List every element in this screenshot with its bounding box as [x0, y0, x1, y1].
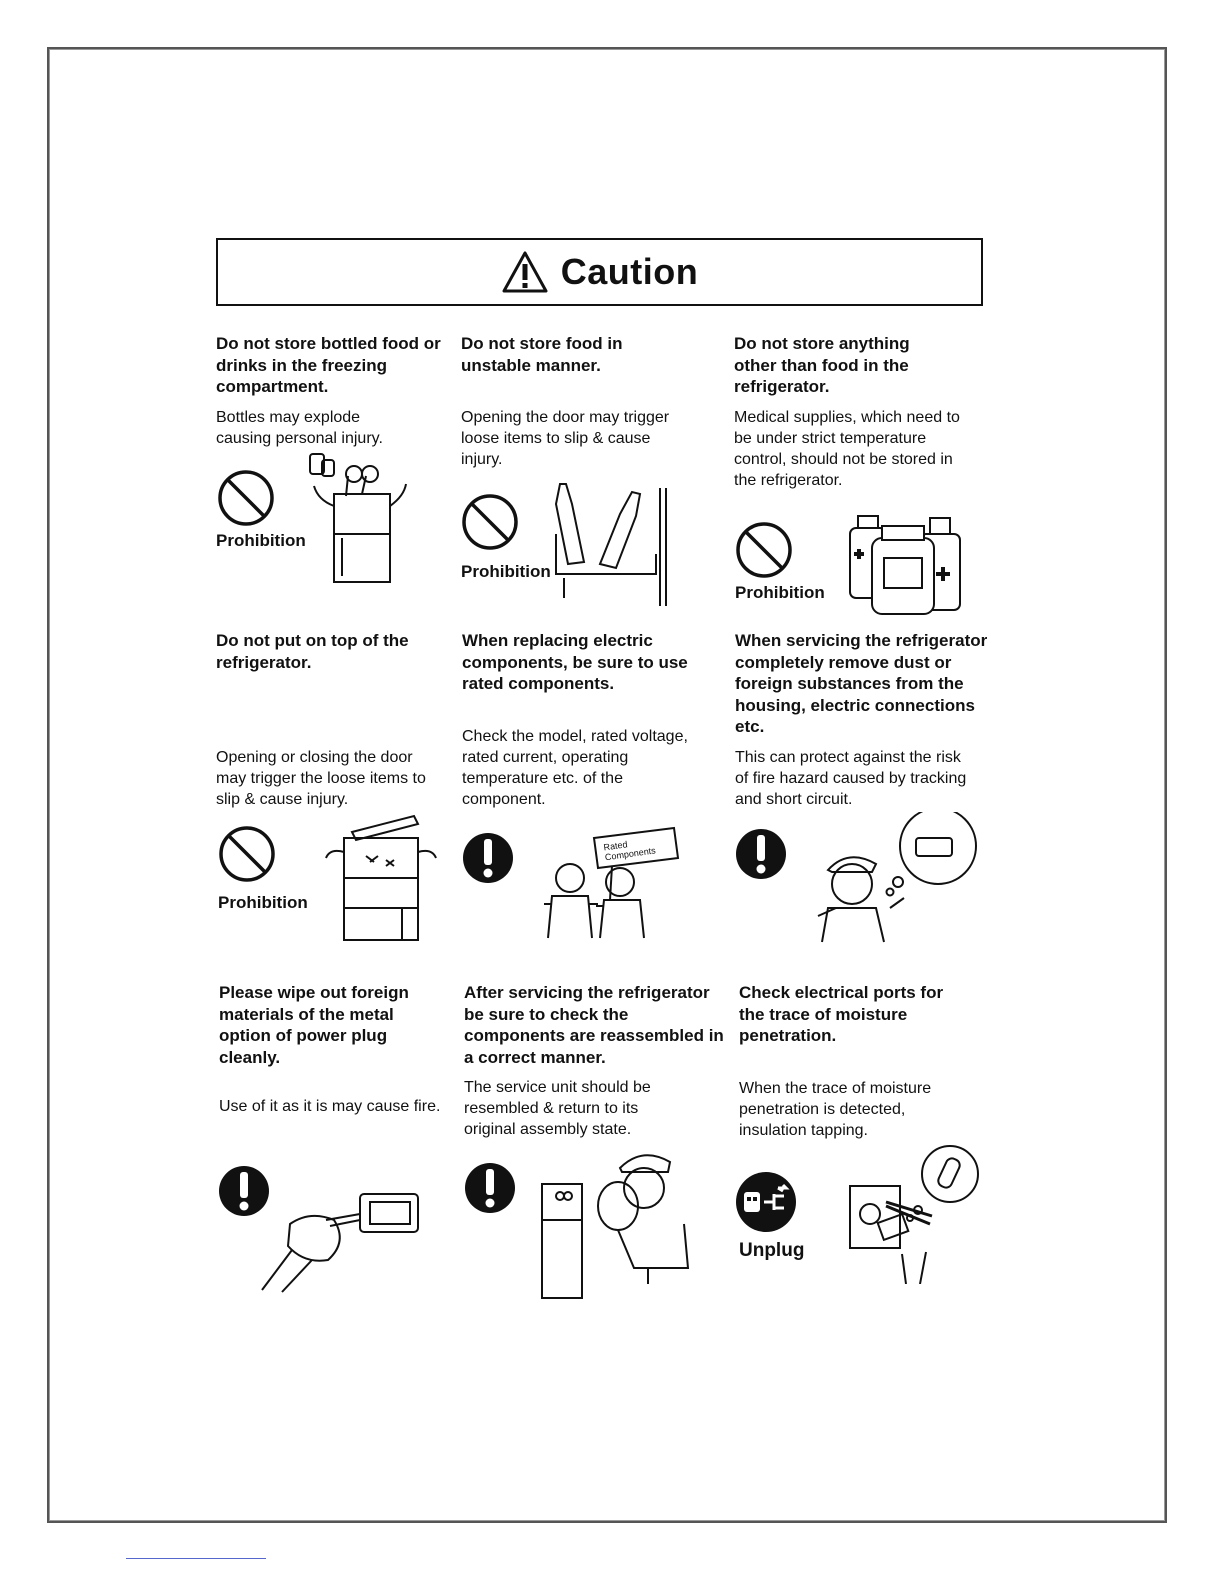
prohibition-icon	[460, 492, 520, 552]
item-heading: Please wipe out foreign materials of the metal option of power plug cleanly.	[219, 983, 409, 1067]
item-heading: Do not store bottled food or drinks in the freezing compartment.	[216, 334, 441, 396]
prohibition-label: Prohibition	[461, 562, 551, 581]
prohibition-label: Prohibition	[218, 893, 308, 912]
caution-item-5	[462, 630, 702, 810]
medicine-bottles-illustration	[844, 498, 966, 616]
rated-components-illustration	[540, 826, 680, 940]
item-body: Use of it as it is may cause fire.	[219, 1098, 441, 1115]
item-heading: Do not store anything other than food in the refrigerator.	[734, 334, 910, 396]
item-body: Opening or closing the door may trigger the loose items to slip & cause injury.	[216, 749, 426, 808]
item-body: When the trace of moisture penetration is detected, insulation tapping.	[739, 1079, 932, 1139]
caution-title: Caution	[560, 251, 699, 292]
caution-item-8	[464, 982, 724, 1140]
wiping-plug-illustration	[256, 1190, 428, 1294]
item-body: This can protect against the risk of fire hazard caused by tracking and short circuit.	[735, 748, 967, 808]
fridge-bottles-illustration	[296, 446, 416, 586]
caution-item-7	[219, 982, 459, 1117]
item-heading: Check electrical ports for the trace of moisture penetration.	[739, 983, 944, 1045]
item-heading: After servicing the refrigerator be sure to check the components are reassembled in a correct manner.	[464, 983, 724, 1067]
caution-item-2	[461, 333, 701, 470]
prohibition-icon	[216, 468, 276, 528]
caution-item-4	[216, 630, 456, 810]
prohibition-icon	[734, 520, 794, 580]
caution-item-1	[216, 333, 456, 449]
rated-components-sign-text: Rated Components	[602, 839, 657, 863]
exclamation-icon	[735, 826, 787, 882]
item-body: Medical supplies, which need to be under strict temperature control, should not be stored in the refrigerator.	[734, 408, 960, 489]
caution-header	[216, 238, 983, 306]
item-body: Opening the door may trigger loose items to slip & cause injury.	[461, 409, 670, 468]
footer-link-underline	[126, 1558, 266, 1559]
item-heading: When replacing electric components, be sure to use rated components.	[462, 631, 688, 693]
exclamation-icon	[464, 1160, 516, 1216]
outlet-moisture-illustration	[846, 1144, 982, 1284]
caution-item-6	[735, 630, 988, 810]
item-heading: Do not put on top of the refrigerator.	[216, 631, 409, 672]
serviceman-checking-fridge-illustration	[536, 1144, 692, 1302]
item-body: The service unit should be resembled & return to its original assembly state.	[464, 1079, 651, 1138]
unplug-label: Unplug	[739, 1240, 805, 1261]
prohibition-label: Prohibition	[735, 583, 825, 602]
item-heading: When servicing the refrigerator completely remove dust or foreign substances from the housing, electric connections etc.	[735, 631, 988, 736]
item-body: Check the model, rated voltage, rated current, operating temperature etc. of the component.	[462, 727, 688, 808]
prohibition-label: Prohibition	[216, 531, 306, 550]
exclamation-icon	[462, 830, 514, 886]
item-body: Bottles may explode causing personal injury.	[216, 408, 383, 447]
item-heading: Do not store food in unstable manner.	[461, 334, 623, 375]
caution-item-3	[734, 333, 974, 491]
warning-triangle-icon	[501, 250, 549, 294]
prohibition-icon	[217, 824, 277, 884]
shelf-bottles-illustration	[540, 474, 672, 608]
unplug-icon	[734, 1170, 798, 1234]
serviceman-cleaning-illustration	[814, 812, 980, 946]
fridge-top-items-illustration	[322, 808, 440, 942]
caution-item-9	[739, 982, 979, 1141]
